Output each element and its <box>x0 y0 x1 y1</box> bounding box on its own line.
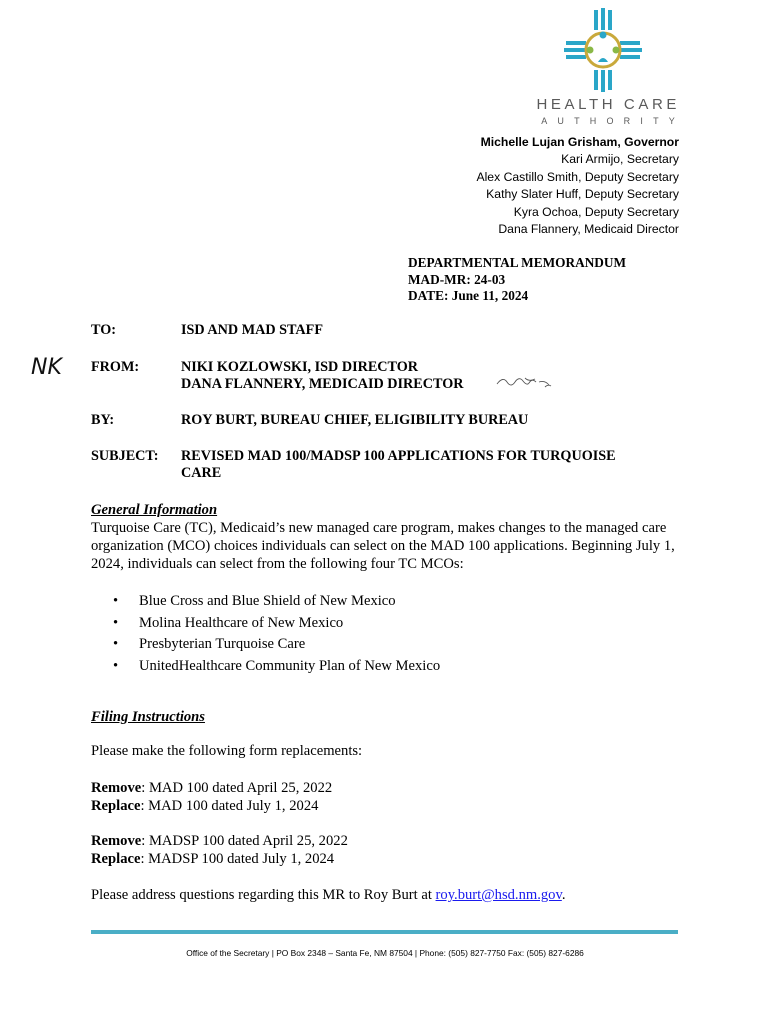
bullet-icon: • <box>113 636 119 652</box>
replace-line-2: Replace: MADSP 100 dated July 1, 2024 <box>91 851 335 867</box>
from-line-2: DANA FLANNERY, MEDICAID DIRECTOR <box>181 376 464 392</box>
subject-value <box>181 448 681 482</box>
subject-line-1: REVISED MAD 100/MADSP 100 APPLICATIONS FOR TURQUOISE <box>181 448 616 464</box>
officials-list <box>476 134 679 238</box>
official-governor: Michelle Lujan Grisham, Governor <box>480 135 679 149</box>
footer-divider <box>91 930 678 934</box>
by-label: BY: <box>91 412 115 428</box>
list-item: • UnitedHealthcare Community Plan of New Mexico <box>91 656 440 678</box>
list-item: • Molina Healthcare of New Mexico <box>91 613 440 635</box>
footer-address: Office of the Secretary | PO Box 2348 – Santa Fe, NM 87504 | Phone: (505) 827-7750 Fax: (505) 827-6286 <box>186 948 584 958</box>
contact-email-link[interactable]: roy.burt@hsd.nm.gov <box>435 887 562 903</box>
replace-label: Replace <box>91 798 141 814</box>
bullet-icon: • <box>113 657 119 674</box>
memo-header <box>408 255 626 305</box>
subject-line-2: CARE <box>181 465 222 481</box>
bullet-icon: • <box>113 593 119 609</box>
replace-line-1: Replace: MAD 100 dated July 1, 2024 <box>91 798 319 814</box>
from-label: FROM: <box>91 359 140 375</box>
from-value <box>181 359 681 393</box>
general-information-heading: General Information <box>91 502 218 518</box>
filing-instructions-heading: Filing Instructions <box>91 709 205 725</box>
health-care-authority-logo <box>560 8 648 92</box>
org-subtitle: AUTHORITY <box>541 116 685 126</box>
remove-line-1: Remove: MAD 100 dated April 25, 2022 <box>91 780 333 796</box>
remove-line-2: Remove: MADSP 100 dated April 25, 2022 <box>91 833 348 849</box>
org-name: HEALTH CARE <box>536 96 680 113</box>
memo-date: DATE: June 11, 2024 <box>408 288 529 303</box>
filing-intro: Please make the following form replacements: <box>91 743 363 759</box>
handwritten-initials: NK <box>31 355 62 380</box>
to-value: ISD AND MAD STAFF <box>181 322 324 338</box>
general-information-paragraph: Turquoise Care (TC), Medicaid’s new managed care program, makes changes to the managed care organization (MCO) choices individuals can select on the MAD 100 applications. Beginning July 1, 2024, individuals can select from the following four TC MCOs: <box>91 520 675 572</box>
memo-type: DEPARTMENTAL MEMORANDUM <box>408 255 627 270</box>
subject-label: SUBJECT: <box>91 448 159 464</box>
official-medicaid-director: Dana Flannery, Medicaid Director <box>498 222 679 237</box>
remove-label: Remove <box>91 780 142 796</box>
to-label: TO: <box>91 322 116 338</box>
official-deputy-1: Alex Castillo Smith, Deputy Secretary <box>476 169 679 184</box>
list-item: • Blue Cross and Blue Shield of New Mexico <box>91 591 440 613</box>
questions-line: Please address questions regarding this MR to Roy Burt at roy.burt@hsd.nm.gov. <box>91 887 566 903</box>
remove-label: Remove <box>91 833 142 849</box>
by-value: ROY BURT, BUREAU CHIEF, ELIGIBILITY BUREAU <box>181 412 529 428</box>
official-deputy-2: Kathy Slater Huff, Deputy Secretary <box>486 187 679 202</box>
signature-image <box>495 372 557 390</box>
memo-number: MAD-MR: 24-03 <box>408 271 506 287</box>
from-line-1: NIKI KOZLOWSKI, ISD DIRECTOR <box>181 359 419 375</box>
official-secretary: Kari Armijo, Secretary <box>561 152 679 167</box>
bullet-icon: • <box>113 614 119 631</box>
mco-list <box>91 591 440 677</box>
list-item: • Presbyterian Turquoise Care <box>91 634 440 656</box>
replace-label: Replace <box>91 851 141 867</box>
official-deputy-3: Kyra Ochoa, Deputy Secretary <box>513 204 679 219</box>
